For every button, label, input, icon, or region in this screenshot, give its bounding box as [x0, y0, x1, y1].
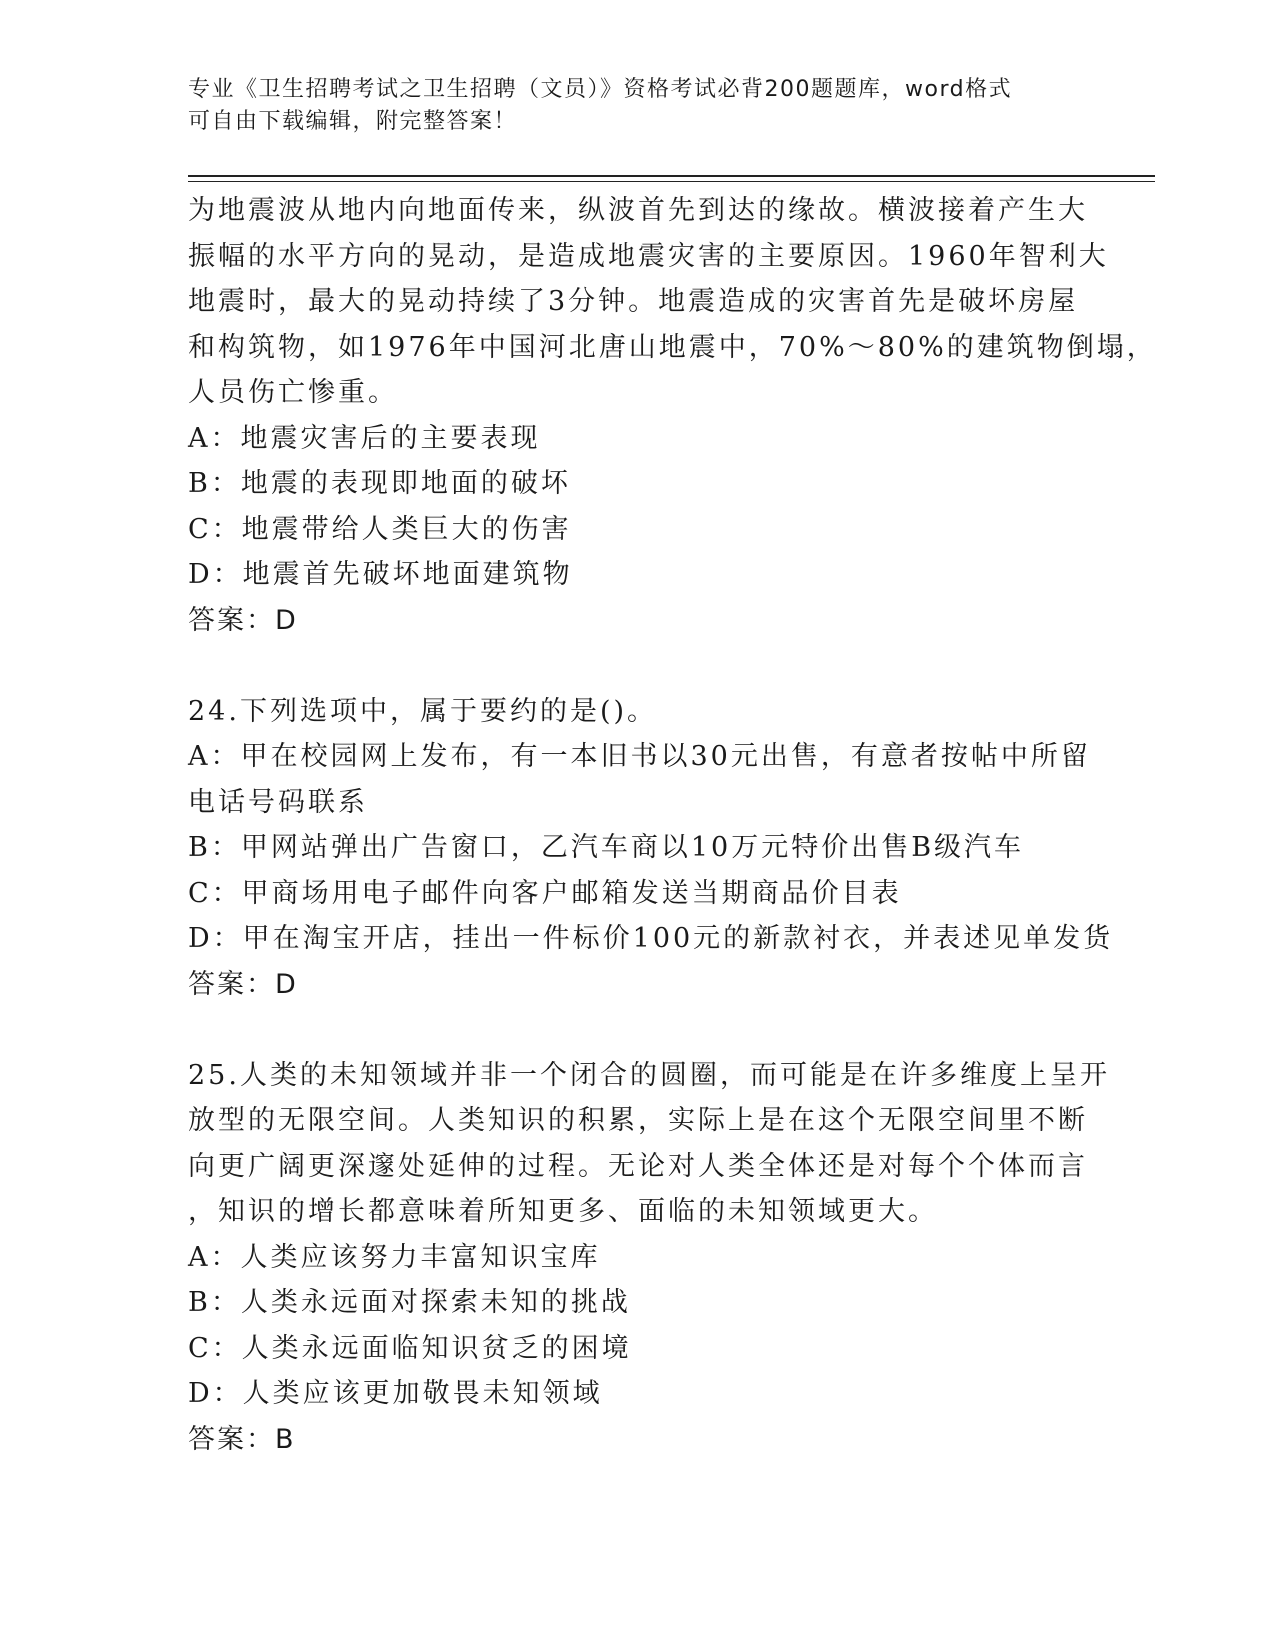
question-text-line: 向更广阔更深邃处延伸的过程。无论对人类全体还是对每个个体而言 — [188, 1150, 1088, 1182]
spacer — [188, 1007, 1088, 1053]
option-a: A：地震灾害后的主要表现 — [188, 422, 541, 454]
answer: 答案：D — [188, 968, 298, 1000]
question-23 — [188, 188, 1157, 643]
question-24 — [188, 689, 1114, 1008]
question-text-line: 人员伤亡惨重。 — [188, 377, 398, 408]
answer: 答案：B — [188, 1423, 296, 1455]
header-line-1: 专业《卫生招聘考试之卫生招聘（文员）》资格考试必背200题题库，word格式 — [188, 77, 1013, 102]
header-line-2: 可自由下载编辑，附完整答案！ — [188, 109, 518, 134]
option-a: A：甲在校园网上发布，有一本旧书以30元出售，有意者按帖中所留 — [188, 741, 1091, 772]
option-c: C：人类永远面临知识贫乏的困境 — [188, 1332, 632, 1364]
question-text-line: 24.下列选项中，属于要约的是()。 — [188, 695, 658, 727]
question-25 — [188, 1053, 1110, 1463]
question-text-line: ，知识的增长都意味着所知更多、面临的未知领域更大。 — [188, 1196, 938, 1227]
question-text-line: 和构筑物，如1976年中国河北唐山地震中，70%～80%的建筑物倒塌， — [188, 331, 1157, 363]
option-c: C：地震带给人类巨大的伤害 — [188, 513, 572, 545]
option-b: B：甲网站弹出广告窗口，乙汽车商以10万元特价出售B级汽车 — [188, 832, 1025, 863]
question-text-line: 25.人类的未知领域并非一个闭合的圆圈，而可能是在许多维度上呈开 — [188, 1059, 1110, 1091]
option-a-continued: 电话号码联系 — [188, 786, 368, 818]
header-rule-thin — [188, 181, 1155, 182]
page-header — [188, 74, 1088, 138]
question-text-line: 地震时，最大的晃动持续了3分钟。地震造成的灾害首先是破坏房屋 — [188, 286, 1079, 317]
option-c: C：甲商场用电子邮件向客户邮箱发送当期商品价目表 — [188, 877, 902, 909]
option-b: B：地震的表现即地面的破坏 — [188, 468, 571, 499]
spacer — [188, 643, 1088, 689]
option-d: D：人类应该更加敬畏未知领域 — [188, 1378, 603, 1409]
option-d: D：地震首先破坏地面建筑物 — [188, 559, 573, 590]
question-text-line: 放型的无限空间。人类知识的积累，实际上是在这个无限空间里不断 — [188, 1105, 1088, 1136]
document-body — [188, 188, 1157, 1462]
option-a: A：人类应该努力丰富知识宝库 — [188, 1241, 601, 1273]
header-rule-thick — [188, 175, 1155, 177]
option-b: B：人类永远面对探索未知的挑战 — [188, 1287, 631, 1318]
option-d: D：甲在淘宝开店，挂出一件标价100元的新款衬衣，并表述见单发货 — [188, 923, 1114, 954]
question-text-line: 为地震波从地内向地面传来，纵波首先到达的缘故。横波接着产生大 — [188, 195, 1088, 226]
answer: 答案：D — [188, 604, 298, 636]
question-text-line: 振幅的水平方向的晃动，是造成地震灾害的主要原因。1960年智利大 — [188, 240, 1109, 272]
